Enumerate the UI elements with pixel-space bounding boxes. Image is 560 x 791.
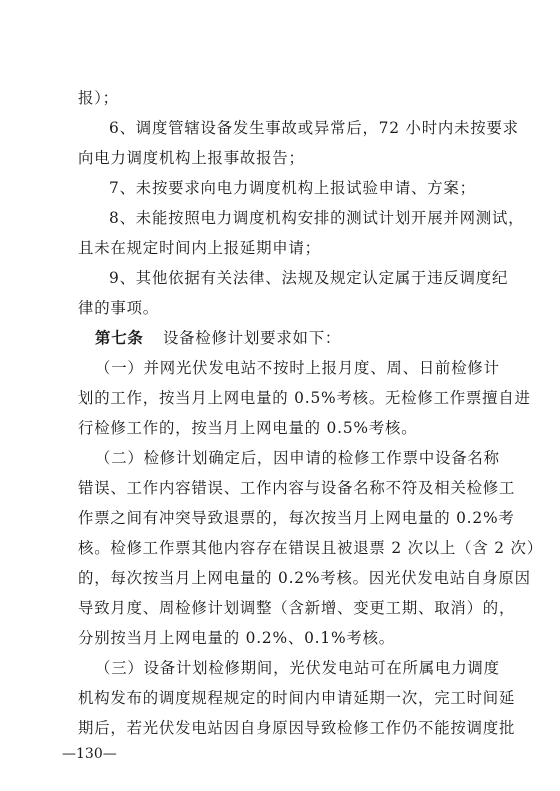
text-line: 律的事项。 (78, 299, 159, 317)
article-7-line (95, 328, 341, 348)
text-line: 作票之间有冲突导致退票的，每次按当月上网电量的 0.2%考 (78, 509, 515, 527)
text-line: 7、未按要求向电力调度机构上报试验申请、方案； (109, 179, 476, 197)
text-line: （二）检修计划确定后，因申请的检修工作票中设备名称 (95, 449, 500, 467)
text-line: 的，每次按当月上网电量的 0.2%考核。因光伏发电站自身原因 (78, 569, 531, 587)
text-line: （三）设备计划检修期间，光伏发电站可在所属电力调度 (95, 659, 500, 677)
text-line: 9、其他依据有关法律、法规及规定认定属于违反调度纪 (109, 269, 509, 287)
text-line: 向电力调度机构上报事故报告； (78, 149, 305, 167)
text-line: 划的工作，按当月上网电量的 0.5%考核。无检修工作票擅自进 (78, 389, 531, 407)
text-line: 6、调度管辖设备发生事故或异常后，72 小时内未按要求 (109, 119, 519, 137)
text-line: 8、未能按照电力调度机构安排的测试计划开展并网测试， (109, 209, 525, 227)
text-line: 期后，若光伏发电站因自身原因导致检修工作仍不能按调度批 (78, 719, 516, 737)
page-number: —130— (62, 746, 117, 762)
text-line: 行检修工作的，按当月上网电量的 0.5%考核。 (78, 419, 418, 437)
text-line: 核。检修工作票其他内容存在错误且被退票 2 次以上（含 2 次） (78, 539, 543, 557)
article-text: 设备检修计划要求如下： (162, 329, 342, 347)
article-heading: 第七条 (95, 329, 144, 347)
text-line: 报）； (78, 89, 119, 107)
text-line: 机构发布的调度规程规定的时间内申请延期一次，完工时间延 (78, 689, 516, 707)
text-line: 分别按当月上网电量的 0.2%、0.1%考核。 (78, 629, 395, 647)
text-line: （一）并网光伏发电站不按时上报月度、周、日前检修计 (95, 359, 500, 377)
text-line: 导致月度、周检修计划调整（含新增、变更工期、取消）的， (78, 599, 516, 617)
text-line: 且未在规定时间内上报延期申请； (78, 239, 321, 257)
text-line: 错误、工作内容错误、工作内容与设备名称不符及相关检修工 (78, 479, 516, 497)
